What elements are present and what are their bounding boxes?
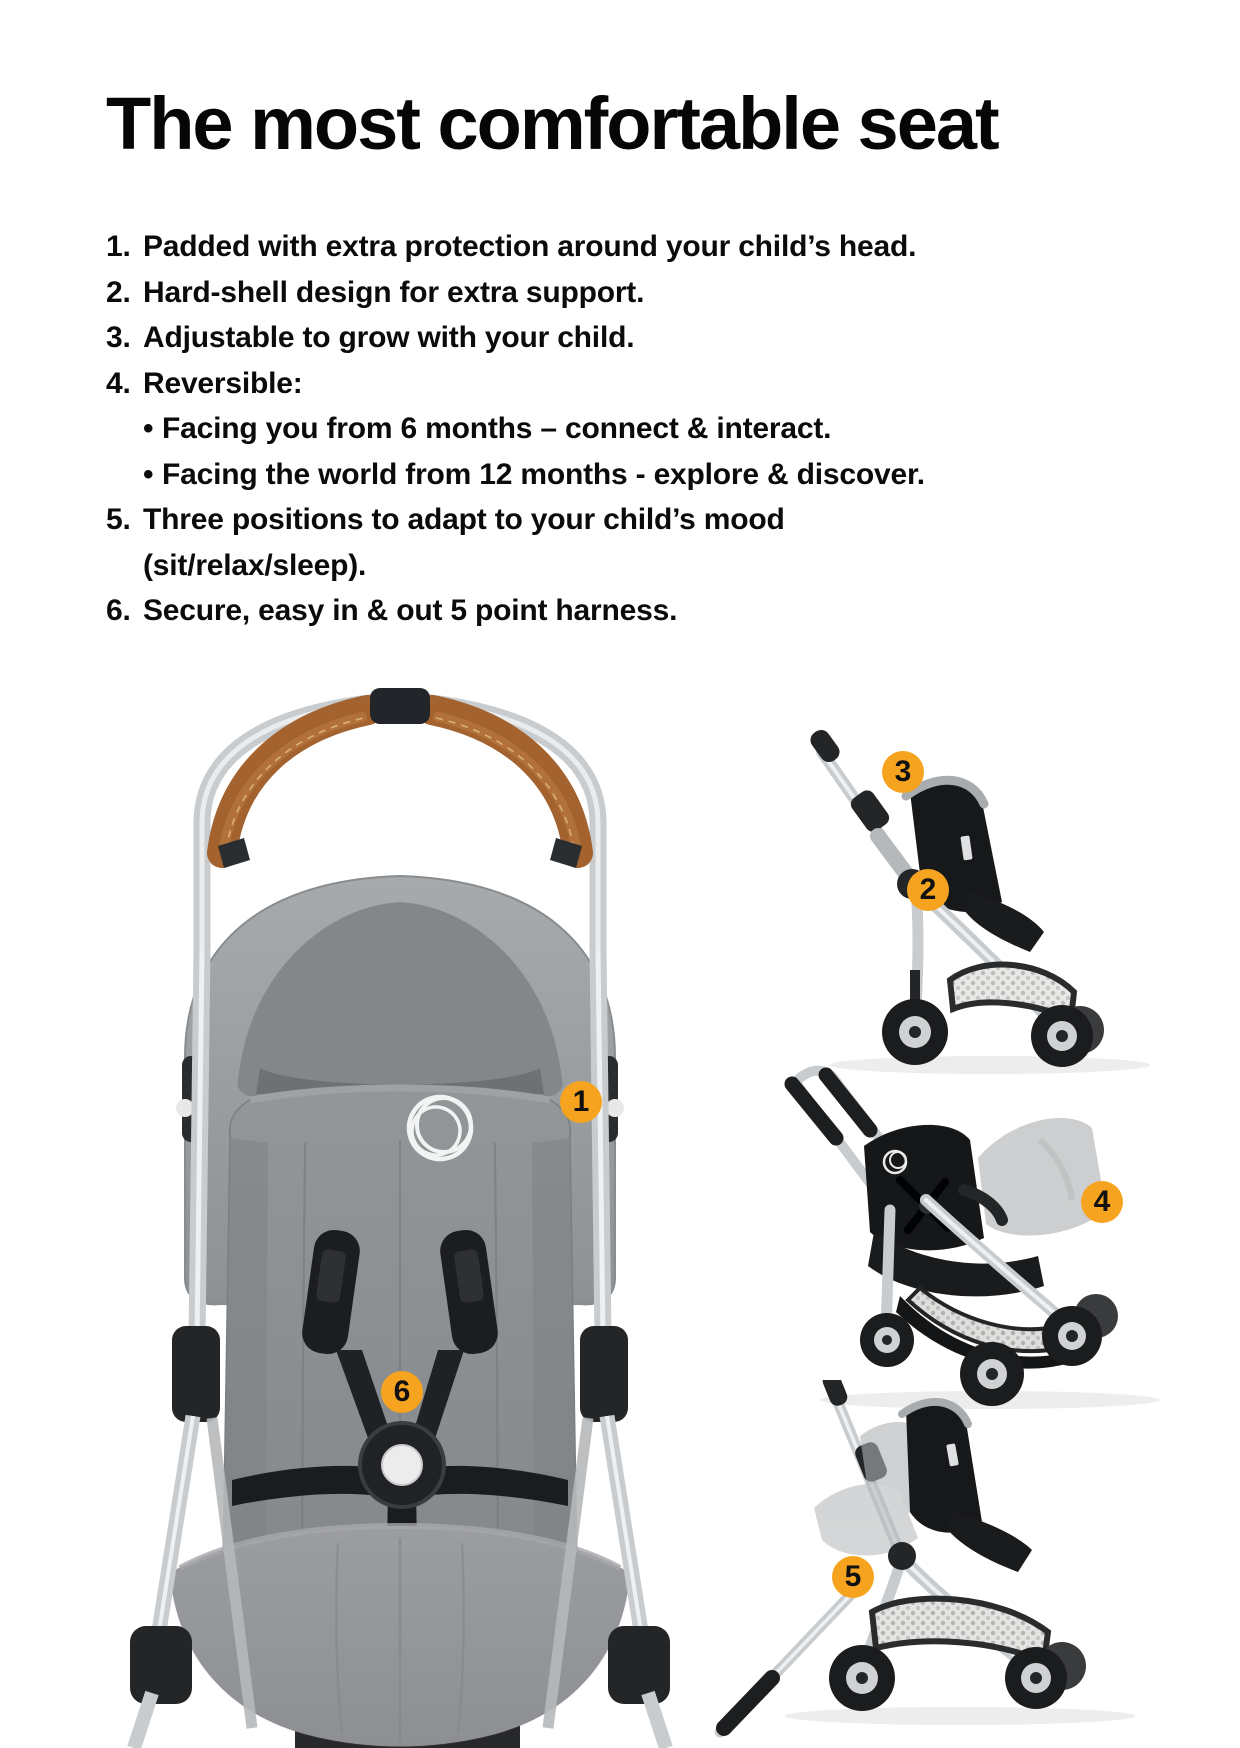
feature-line bbox=[106, 270, 1086, 316]
feature-line bbox=[106, 543, 1086, 589]
feature-line bbox=[106, 224, 1086, 270]
callout-badge-2: 2 bbox=[907, 869, 949, 911]
feature-text: Facing the world from 12 months - explore & discover. bbox=[162, 457, 925, 491]
wheels bbox=[829, 1642, 1086, 1711]
feature-text: Three positions to adapt to your child’s mood bbox=[143, 503, 785, 536]
callout-badge-3: 3 bbox=[882, 751, 924, 793]
feature-line bbox=[106, 361, 1086, 407]
feature-text: Secure, easy in & out 5 point harness. bbox=[143, 594, 678, 627]
feature-marker: 3. bbox=[106, 321, 131, 354]
stroller-front-photo bbox=[100, 638, 700, 1748]
stroller-side2-illustration bbox=[740, 1060, 1240, 1420]
callout-badge-4: 4 bbox=[1081, 1181, 1123, 1223]
feature-line bbox=[106, 406, 1086, 452]
stroller-side-photo-recline bbox=[710, 1380, 1240, 1748]
stroller-side-photo-handle bbox=[740, 640, 1160, 1080]
feature-list bbox=[106, 224, 1086, 634]
stroller-side1-illustration bbox=[740, 640, 1160, 1080]
feature-line bbox=[106, 315, 1086, 361]
stroller-front-illustration bbox=[100, 638, 700, 1748]
handle-center-clamp bbox=[370, 688, 430, 724]
feature-marker: 5. bbox=[106, 503, 131, 536]
feature-marker: • bbox=[143, 412, 154, 445]
callout-badge-6: 6 bbox=[381, 1371, 423, 1413]
feature-marker: • bbox=[143, 457, 154, 491]
leather-handle-grip bbox=[218, 688, 582, 868]
feature-text: (sit/relax/sleep). bbox=[143, 548, 367, 582]
feature-line bbox=[106, 452, 1086, 498]
stroller-side3-illustration bbox=[710, 1380, 1240, 1748]
feature-marker: 2. bbox=[106, 275, 131, 309]
stroller-side-photo-reversible bbox=[740, 1060, 1240, 1420]
feature-marker: 6. bbox=[106, 594, 131, 627]
feature-marker: 4. bbox=[106, 366, 131, 400]
ground-shadow bbox=[785, 1707, 1135, 1725]
feature-text: Hard-shell design for extra support. bbox=[143, 275, 645, 309]
seat-shell bbox=[902, 1402, 1032, 1572]
feature-line bbox=[106, 497, 1086, 543]
buckle-button bbox=[382, 1445, 422, 1485]
callout-badge-5: 5 bbox=[832, 1556, 874, 1598]
feature-text: Facing you from 6 months – connect & interact. bbox=[162, 412, 832, 445]
feature-marker: 1. bbox=[106, 230, 131, 263]
feature-text: Adjustable to grow with your child. bbox=[143, 321, 635, 354]
feature-text: Padded with extra protection around your child’s head. bbox=[143, 230, 917, 263]
callout-badge-1: 1 bbox=[560, 1081, 602, 1123]
feature-line bbox=[106, 588, 1086, 634]
seat-shell bbox=[906, 780, 1044, 952]
page-title: The most comfortable seat bbox=[106, 82, 998, 165]
feature-text: Reversible: bbox=[143, 366, 303, 400]
